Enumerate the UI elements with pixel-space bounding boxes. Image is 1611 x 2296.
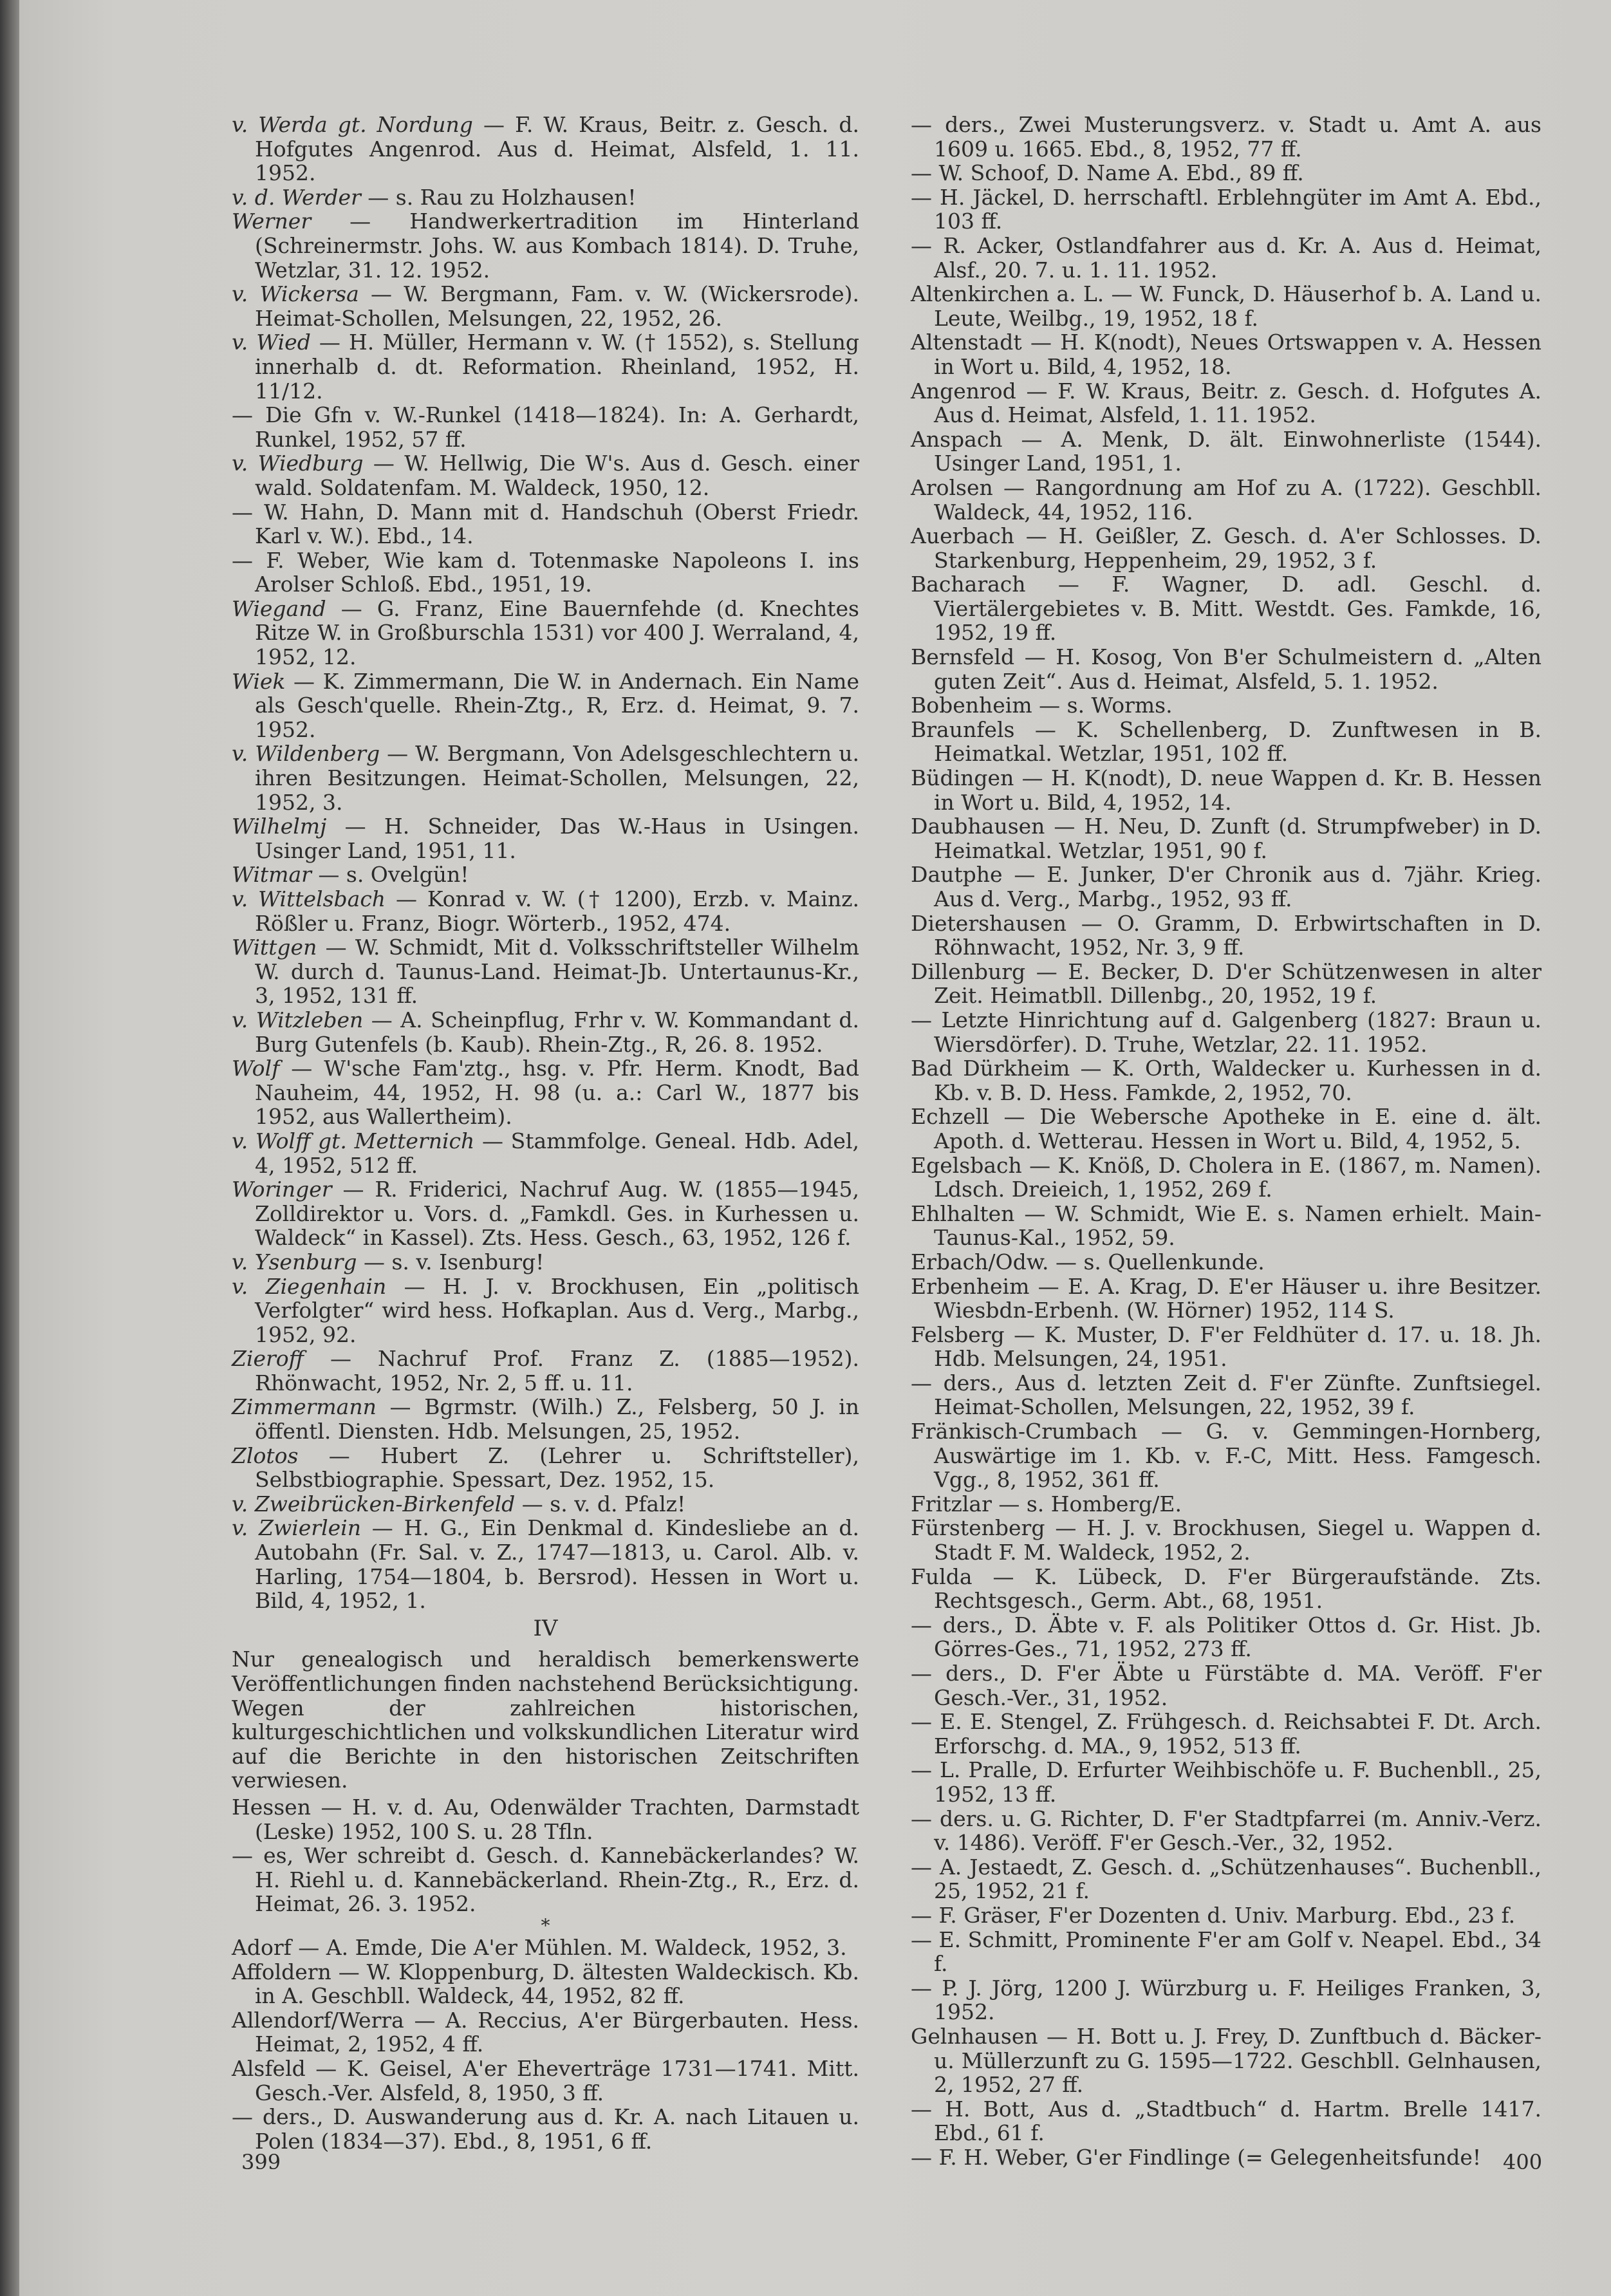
entry-text: Erbenheim — E. A. Krag, D. E'er Häuser u. ihre Besitzer. Wiesbdn-Erbenh. (W. Hörner) 1952, 114 S. — [911, 1273, 1541, 1323]
bibliography-entry — [911, 645, 1541, 693]
bibliography-entry — [911, 282, 1541, 330]
bibliography-entry — [911, 1807, 1541, 1855]
bibliography-entry — [232, 330, 859, 403]
entry-head: Zieroff — [232, 1346, 304, 1372]
entry-text: — H. J. v. Brockhusen, Ein „politisch Verfolgter“ wird hess. Hofkaplan. Aus d. Verg., Marbg., 1952, 92. — [255, 1273, 859, 1347]
bibliography-entry — [911, 1419, 1541, 1492]
entry-text: — W. Bergmann, Von Adelsgeschlechtern u. ihren Besitzungen. Heimat-Schollen, Melsungen, 22, 1952, 3. — [255, 741, 859, 815]
entry-text: Altenkirchen a. L. — W. Funck, D. Häuserhof b. A. Land u. Leute, Weilbg., 19, 1952, 18 f. — [911, 281, 1541, 331]
bibliography-entry — [911, 1565, 1541, 1613]
entry-head: v. Wied — [232, 330, 311, 355]
bibliography-entry — [232, 863, 859, 887]
section-separator: * — [541, 1914, 550, 1936]
entry-head: v. Ysenburg — [232, 1249, 357, 1274]
entry-text: — P. J. Jörg, 1200 J. Würzburg u. F. Heiliges Franken, 3, 1952. — [911, 1975, 1541, 2025]
bibliography-entry — [911, 1928, 1541, 1976]
bibliography-entry — [232, 814, 859, 863]
bibliography-entry — [232, 2057, 859, 2105]
bibliography-entry — [911, 1153, 1541, 1202]
bibliography-entry — [911, 161, 1541, 185]
bibliography-entry — [232, 1056, 859, 1129]
bibliography-entry — [911, 379, 1541, 427]
bibliography-entry — [911, 427, 1541, 476]
entry-text: — s. v. d. Pfalz! — [515, 1491, 686, 1517]
entry-text: — F. Gräser, F'er Dozenten d. Univ. Marburg. Ebd., 23 f. — [911, 1902, 1516, 1928]
bibliography-entry — [232, 209, 859, 282]
bibliography-entry — [911, 1855, 1541, 1903]
bibliography-entry — [232, 185, 859, 210]
bibliography-entry — [911, 814, 1541, 863]
entry-text: Adorf — A. Emde, Die A'er Mühlen. M. Waldeck, 1952, 3. — [232, 1934, 847, 1960]
entry-text: Dautphe — E. Junker, D'er Chronik aus d. 7jähr. Krieg. Aus d. Verg., Marbg., 1952, 93 ff. — [911, 862, 1541, 911]
bibliography-entry — [911, 330, 1541, 378]
bibliography-entry — [232, 669, 859, 742]
entry-text: Büdingen — H. K(nodt), D. neue Wappen d. Kr. B. Hessen in Wort u. Bild, 4, 1952, 14. — [911, 765, 1541, 815]
entry-head: Zimmermann — [232, 1394, 377, 1420]
entry-text: Daubhausen — H. Neu, D. Zunft (d. Strumpfweber) in D. Heimatkal. Wetzlar, 1951, 90 f. — [911, 814, 1541, 863]
entry-text: — W. Schoof, D. Name A. Ebd., 89 ff. — [911, 160, 1304, 186]
bibliography-entry — [232, 597, 859, 669]
entry-text: — Nachruf Prof. Franz Z. (1885—1952). Rhönwacht, 1952, Nr. 2, 5 ff. u. 11. — [255, 1346, 859, 1395]
entry-text: Dillenburg — E. Becker, D. D'er Schützenwesen in alter Zeit. Heimatbll. Dillenbg., 20, 1952, 19 f. — [911, 958, 1541, 1009]
bibliography-entry — [911, 1903, 1541, 1928]
section-intro: Nur genealogisch und heraldisch bemerkenswerte Veröffentlichungen finden nachstehend Berücksichtigung. Wegen der zahlreichen historischen, kulturgeschichtlichen und volkskundlichen Literatur wird auf die Berichte in den historischen Zeitschriften verwiesen. — [232, 1647, 859, 1793]
bibliography-entry — [232, 451, 859, 499]
entry-text: Ehlhalten — W. Schmidt, Wie E. s. Namen erhielt. Main-Taunus-Kal., 1952, 59. — [911, 1200, 1541, 1251]
bibliography-entry — [232, 1347, 859, 1395]
right-column — [911, 113, 1541, 2169]
entry-text: — K. Zimmermann, Die W. in Andernach. Ein Name als Gesch'quelle. Rhein-Ztg., R, Erz. d. Heimat, 9. 7. 1952. — [255, 668, 859, 742]
entry-text: — ders., D. Auswanderung aus d. Kr. A. nach Litauen u. Polen (1834—37). Ebd., 8, 1951, 6 ff. — [232, 2104, 859, 2154]
bibliography-entry — [232, 887, 859, 935]
bibliography-entry — [911, 476, 1541, 524]
bibliography-entry — [911, 1710, 1541, 1758]
bibliography-entry — [232, 282, 859, 330]
entry-text: Hessen — H. v. d. Au, Odenwälder Trachten, Darmstadt (Leske) 1952, 100 S. u. 28 Tfln. — [232, 1794, 859, 1844]
entry-text: — W. Bergmann, Fam. v. W. (Wickersrode). Heimat-Schollen, Melsungen, 22, 1952, 26. — [255, 281, 859, 331]
bibliography-entry — [911, 863, 1541, 911]
bibliography-entry — [911, 572, 1541, 645]
entry-text: — W. Schmidt, Mit d. Volksschriftsteller Wilhelm W. durch d. Taunus-Land. Heimat-Jb. Untertaunus-Kr., 3, 1952, 131 ff. — [255, 935, 859, 1009]
entry-text: — ders., Aus d. letzten Zeit d. F'er Zünfte. Zunftsiegel. Heimat-Schollen, Melsungen, 22, 1952, 39 f. — [911, 1370, 1541, 1420]
entry-text: Fränkisch-Crumbach — G. v. Gemmingen-Hornberg, Auswärtige im 1. Kb. v. F.-C, Mitt. Hess. Famgesch. Vgg., 8, 1952, 361 ff. — [911, 1419, 1541, 1493]
bibliography-entry — [232, 1516, 859, 1612]
bibliography-entry — [911, 2145, 1541, 2170]
bibliography-entry — [232, 1250, 859, 1274]
bibliography-entry — [232, 1843, 859, 1916]
bibliography-entry — [911, 1274, 1541, 1323]
entry-head: Witmar — [232, 862, 312, 888]
entry-text: Bernsfeld — H. Kosog, Von B'er Schulmeistern d. „Alten guten Zeit“. Aus d. Heimat, Alsfeld, 5. 1. 1952. — [911, 644, 1541, 694]
entry-text: Alsfeld — K. Geisel, A'er Eheverträge 1731—1741. Mitt. Gesch.-Ver. Alsfeld, 8, 1950, 3 ff. — [232, 2055, 859, 2105]
bibliography-entry — [911, 1492, 1541, 1517]
entry-text: — H. G., Ein Denkmal d. Kindesliebe an d. Autobahn (Fr. Sal. v. Z., 1747—1813, u. Carol. Alb. v. Harling, 1754—1804, b. Bersrod). Hessen in Wort u. Bild, 4, 1952, 1. — [255, 1515, 859, 1614]
entry-text: — ders., D. F'er Äbte u Fürstäbte d. MA. Veröff. F'er Gesch.-Ver., 31, 1952. — [911, 1661, 1541, 1710]
bibliography-entry — [232, 1795, 859, 1843]
entry-text: Egelsbach — K. Knöß, D. Cholera in E. (1867, m. Namen). Ldsch. Dreieich, 1, 1952, 269 f. — [911, 1152, 1541, 1202]
entry-head: v. Zweibrücken-Birkenfeld — [232, 1491, 516, 1517]
entry-head: Wilhelmj — [232, 814, 327, 839]
entry-text: — ders., Zwei Musterungsverz. v. Stadt u. Amt A. aus 1609 u. 1665. Ebd., 8, 1952, 77 ff. — [911, 112, 1541, 162]
bibliography-entry — [232, 1274, 859, 1347]
entry-head: v. Ziegenhain — [232, 1273, 387, 1299]
entry-text: Gelnhausen — H. Bott u. J. Frey, D. Zunftbuch d. Bäcker- u. Müllerzunft zu G. 1595—1722. Geschbll. Gelnhausen, 2, 1952, 27 ff. — [911, 2023, 1541, 2098]
entry-text: Felsberg — K. Muster, D. F'er Feldhüter d. 17. u. 18. Jh. Hdb. Melsungen, 24, 1951. — [911, 1321, 1541, 1372]
bibliography-entry — [911, 766, 1541, 814]
bibliography-entry — [911, 185, 1541, 234]
entry-head: Wolf — [232, 1056, 280, 1081]
bibliography-entry — [911, 1202, 1541, 1250]
entry-text: — E. Schmitt, Prominente F'er am Golf v. Neapel. Ebd., 34 f. — [911, 1927, 1541, 1977]
entry-head: v. Wildenberg — [232, 741, 380, 767]
bibliography-entry — [232, 1177, 859, 1250]
bibliography-entry — [911, 1661, 1541, 1710]
bibliography-entry — [911, 911, 1541, 960]
entry-text: — G. Franz, Eine Bauernfehde (d. Knechtes Ritze W. in Großburschla 1531) vor 400 J. Werraland, 4, 1952, 12. — [255, 595, 859, 670]
bibliography-entry — [911, 1976, 1541, 2024]
entry-text: — R. Acker, Ostlandfahrer aus d. Kr. A. Aus d. Heimat, Alsf., 20. 7. u. 1. 11. 1952. — [911, 232, 1541, 283]
entry-head: Woringer — [232, 1177, 332, 1202]
bibliography-entry — [911, 960, 1541, 1008]
bibliography-entry — [911, 234, 1541, 282]
entry-text: — es, Wer schreibt d. Gesch. d. Kannebäckerlandes? W. H. Riehl u. d. Kannebäckerland. Rhein-Ztg., R., Erz. d. Heimat, 26. 3. 1952. — [232, 1843, 859, 1917]
bibliography-entry — [232, 742, 859, 814]
bibliography-entry — [911, 524, 1541, 572]
bibliography-entry — [911, 1516, 1541, 1564]
entry-text: — L. Pralle, D. Erfurter Weihbischöfe u. F. Buchenbll., 25, 1952, 13 ff. — [911, 1757, 1541, 1807]
bibliography-entry — [911, 1758, 1541, 1806]
bibliography-entry — [232, 935, 859, 1008]
entry-text: — Bgrmstr. (Wilh.) Z., Felsberg, 50 J. in öffentl. Diensten. Hdb. Melsungen, 25, 1952. — [255, 1394, 859, 1444]
entry-text: — Hubert Z. (Lehrer u. Schriftsteller), Selbstbiographie. Spessart, Dez. 1952, 15. — [255, 1442, 859, 1493]
entry-head: Wiek — [232, 668, 286, 694]
entry-text: — s. Ovelgün! — [311, 862, 469, 888]
bibliography-entry — [232, 1936, 859, 1960]
entry-text: Fürstenberg — H. J. v. Brockhusen, Siegel u. Wappen d. Stadt F. M. Waldeck, 1952, 2. — [911, 1515, 1541, 1565]
entry-text: Fulda — K. Lübeck, D. F'er Bürgeraufstände. Zts. Rechtsgesch., Germ. Abt., 68, 1951. — [911, 1563, 1541, 1614]
bibliography-entry — [232, 1395, 859, 1443]
bibliography-entry — [232, 1008, 859, 1056]
entry-head: v. d. Werder — [232, 184, 361, 210]
bibliography-entry — [911, 693, 1541, 718]
entry-text: — s. v. Isenburg! — [357, 1249, 545, 1274]
entry-head: v. Wittelsbach — [232, 886, 386, 911]
entry-text: — Die Gfn v. W.-Runkel (1418—1824). In: A. Gerhardt, Runkel, 1952, 57 ff. — [232, 402, 859, 452]
entry-head: v. Wolff gt. Metternich — [232, 1128, 475, 1153]
entry-text: Angenrod — F. W. Kraus, Beitr. z. Gesch. d. Hofgutes A. Aus d. Heimat, Alsfeld, 1. 11. 1952. — [911, 378, 1541, 428]
entry-text: — ders. u. G. Richter, D. F'er Stadtpfarrei (m. Anniv.-Verz. v. 1486). Veröff. F'er Gesch.-Ver., 32, 1952. — [911, 1806, 1541, 1856]
entry-head: v. Wiedburg — [232, 451, 364, 476]
entry-text: Auerbach — H. Geißler, Z. Gesch. d. A'er Schlosses. D. Starkenburg, Heppenheim, 29, 1952, 3 f. — [911, 523, 1541, 573]
bibliography-entry — [232, 2105, 859, 2153]
entry-text: Anspach — A. Menk, D. ält. Einwohnerliste (1544). Usinger Land, 1951, 1. — [911, 426, 1541, 476]
entry-text: — H. Bott, Aus d. „Stadtbuch“ d. Hartm. Brelle 1417. Ebd., 61 f. — [911, 2096, 1541, 2146]
bibliography-entry — [232, 548, 859, 597]
entry-text: Allendorf/Werra — A. Reccius, A'er Bürgerbauten. Hess. Heimat, 2, 1952, 4 ff. — [232, 2007, 859, 2057]
bibliography-entry — [232, 1129, 859, 1177]
entry-head: v. Witzleben — [232, 1007, 364, 1032]
entry-text: Erbach/Odw. — s. Quellenkunde. — [911, 1249, 1265, 1274]
entry-text: Fritzlar — s. Homberg/E. — [911, 1491, 1182, 1517]
left-column — [232, 113, 859, 2153]
entry-text: — W'sche Fam'ztg., hsg. v. Pfr. Herm. Knodt, Bad Nauheim, 44, 1952, H. 98 (u. a.: Carl W., 1877 bis 1952, aus Wallertheim). — [255, 1056, 859, 1130]
entry-text: Affoldern — W. Kloppenburg, D. ältesten Waldeckisch. Kb. in A. Geschbll. Waldeck, 44, 1952, 82 ff. — [232, 1959, 859, 2009]
bibliography-entry — [911, 1371, 1541, 1419]
page-number-left: 399 — [241, 2150, 281, 2174]
entry-head: v. Zwierlein — [232, 1515, 361, 1541]
bibliography-entry — [911, 1250, 1541, 1274]
entry-text: — E. E. Stengel, Z. Frühgesch. d. Reichsabtei F. Dt. Arch. Erforschg. d. MA., 9, 1952, 513 ff. — [911, 1709, 1541, 1759]
entry-text: — F. H. Weber, G'er Findlinge (= Gelegenheitsfunde! — [911, 2144, 1482, 2170]
entry-text: — W. Hahn, D. Mann mit d. Handschuh (Oberst Friedr. Karl v. W.). Ebd., 14. — [232, 499, 859, 549]
bibliography-entry — [911, 2097, 1541, 2145]
entry-text: Altenstadt — H. K(nodt), Neues Ortswappen v. A. Hessen in Wort u. Bild, 4, 1952, 18. — [911, 330, 1541, 379]
section-heading: IV — [533, 1615, 558, 1641]
entry-text: Braunfels — K. Schellenberg, D. Zunftwesen in B. Heimatkal. Wetzlar, 1951, 102 ff. — [911, 716, 1541, 767]
scan-edge — [0, 0, 19, 2296]
bibliography-entry — [232, 1444, 859, 1492]
bibliography-entry — [232, 1492, 859, 1517]
entry-text: — A. Scheinpflug, Frhr v. W. Kommandant d. Burg Gutenfels (b. Kaub). Rhein-Ztg., R, 26. 8. 1952. — [255, 1007, 859, 1057]
entry-text: — H. Jäckel, D. herrschaftl. Erblehngüter im Amt A. Ebd., 103 ff. — [911, 184, 1541, 234]
entry-head: v. Werda gt. Nordung — [232, 112, 473, 137]
entry-text: — H. Müller, Hermann v. W. († 1552), s. Stellung innerhalb d. dt. Reformation. Rheinland, 1952, H. 11/12. — [255, 330, 859, 404]
entry-head: v. Wickersa — [232, 281, 359, 307]
entry-text: Bobenheim — s. Worms. — [911, 693, 1173, 718]
bibliography-entry — [232, 1960, 859, 2008]
entry-head: Zlotos — [232, 1442, 299, 1468]
bibliography-entry — [911, 1613, 1541, 1661]
bibliography-entry — [232, 403, 859, 451]
entry-text: — A. Jestaedt, Z. Gesch. d. „Schützenhauses“. Buchenbll., 25, 1952, 21 f. — [911, 1854, 1541, 1904]
entry-text: — ders., D. Äbte v. F. als Politiker Ottos d. Gr. Hist. Jb. Görres-Ges., 71, 1952, 273 ff. — [911, 1612, 1541, 1662]
entry-head: Werner — [232, 209, 312, 234]
page-number-right: 400 — [1503, 2150, 1543, 2174]
bibliography-entry — [911, 2024, 1541, 2097]
entry-text: Bacharach — F. Wagner, D. adl. Geschl. d. Viertälergebietes v. B. Mitt. Westdt. Ges. Famkde, 16, 1952, 19 ff. — [911, 572, 1541, 646]
entry-head: Wittgen — [232, 935, 317, 960]
entry-text: — Letzte Hinrichtung auf d. Galgenberg (1827: Braun u. Wiersdörfer). D. Truhe, Wetzlar, 22. 11. 1952. — [911, 1007, 1541, 1057]
bibliography-entry — [911, 1056, 1541, 1105]
entry-text: Arolsen — Rangordnung am Hof zu A. (1722). Geschbll. Waldeck, 44, 1952, 116. — [911, 474, 1541, 525]
bibliography-entry — [232, 2008, 859, 2057]
entry-text: Echzell — Die Webersche Apotheke in E. eine d. ält. Apoth. d. Wetterau. Hessen in Wort u. Bild, 4, 1952, 5. — [911, 1104, 1541, 1153]
entry-text: — R. Friderici, Nachruf Aug. W. (1855—1945, Zolldirektor u. Vors. d. „Famkdl. Ges. in Kurhessen u. Waldeck“ in Kassel). Zts. Hess. Gesch., 63, 1952, 126 f. — [255, 1177, 859, 1251]
bibliography-entry — [911, 1008, 1541, 1056]
bibliography-entry — [232, 500, 859, 548]
bibliography-entry — [911, 113, 1541, 161]
bibliography-entry — [911, 718, 1541, 766]
entry-text: Bad Dürkheim — K. Orth, Waldecker u. Kurhessen in d. Kb. v. B. D. Hess. Famkde, 2, 1952, 70. — [911, 1056, 1541, 1105]
entry-text: — F. W. Kraus, Beitr. z. Gesch. d. Hofgutes Angenrod. Aus d. Heimat, Alsfeld, 1. 11. 1952. — [255, 112, 859, 186]
entry-text: — s. Rau zu Holzhausen! — [360, 184, 637, 210]
bibliography-entry — [232, 113, 859, 185]
entry-text: — F. Weber, Wie kam d. Totenmaske Napoleons I. ins Arolser Schloß. Ebd., 1951, 19. — [232, 547, 859, 597]
bibliography-entry — [911, 1105, 1541, 1153]
entry-head: Wiegand — [232, 595, 326, 621]
entry-text: Dietershausen — O. Gramm, D. Erbwirtschaften in D. Röhnwacht, 1952, Nr. 3, 9 ff. — [911, 910, 1541, 960]
entry-text: — W. Hellwig, Die W's. Aus d. Gesch. einer wald. Soldatenfam. M. Waldeck, 1950, 12. — [255, 451, 859, 500]
entry-text: — Stammfolge. Geneal. Hdb. Adel, 4, 1952, 512 ff. — [255, 1128, 860, 1178]
entry-text: — Handwerkertradition im Hinterland (Schreinermstr. Johs. W. aus Kombach 1814). D. Truhe, Wetzlar, 31. 12. 1952. — [255, 209, 859, 283]
bibliography-entry — [911, 1323, 1541, 1371]
entry-text: — H. Schneider, Das W.-Haus in Usingen. Usinger Land, 1951, 11. — [255, 814, 859, 863]
entry-text: — Konrad v. W. († 1200), Erzb. v. Mainz. Rößler u. Franz, Biogr. Wörterb., 1952, 474. — [255, 886, 859, 936]
